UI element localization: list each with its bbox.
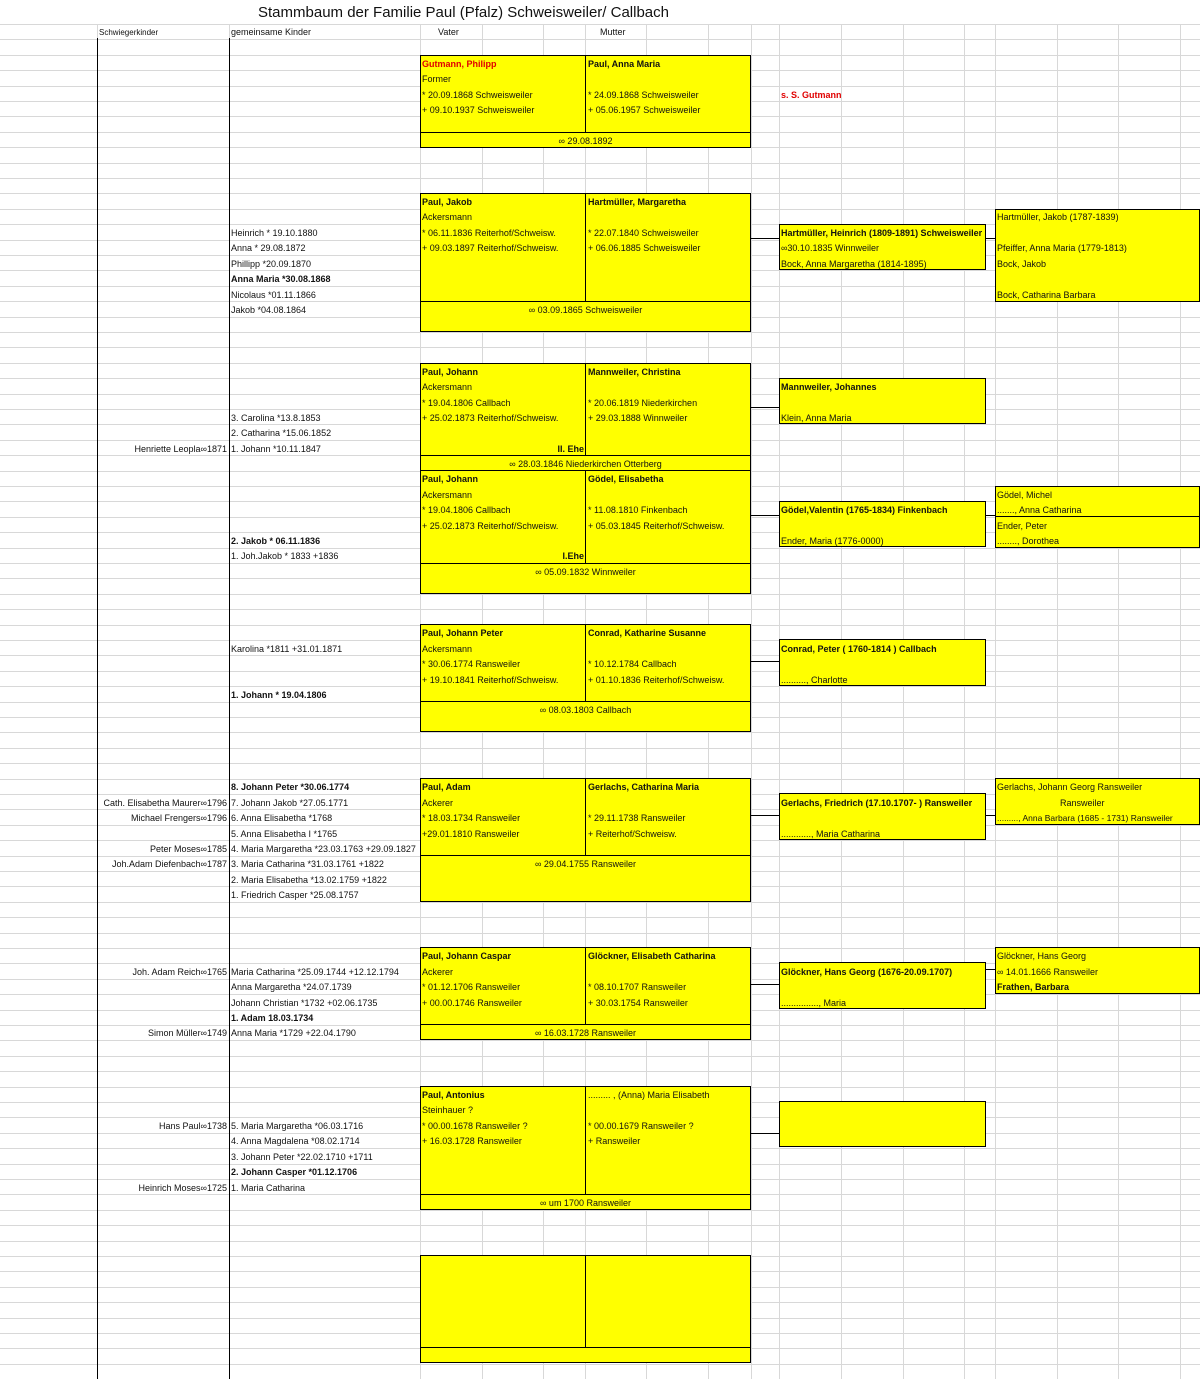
father-death: + 09.03.1897 Reiterhof/Schweisw. — [422, 243, 559, 253]
mother-birth: * 10.12.1784 Callbach — [588, 659, 677, 669]
father-occupation: Ackerer — [422, 798, 454, 808]
father-occupation: Ackersmann — [422, 382, 473, 392]
father-name: Paul, Jakob — [422, 197, 473, 207]
child-entry: 3. Johann Peter *22.02.1710 +1711 — [231, 1152, 373, 1162]
child-entry: 3. Maria Catharina *31.03.1761 +1822 — [231, 859, 384, 869]
father-death: + 16.03.1728 Ransweiler — [422, 1136, 522, 1146]
mother-birth: * 20.06.1819 Niederkirchen — [588, 398, 698, 408]
grandparent-name: Gerlachs, Johann Georg Ransweiler — [997, 782, 1143, 792]
father-name: Paul, Johann Peter — [422, 628, 504, 638]
father-death: + 09.10.1937 Schweisweiler — [422, 105, 535, 115]
marriage-date: ∞ 28.03.1846 Niederkirchen Otterberg — [509, 459, 662, 469]
mother-father-name: Gerlachs, Friedrich (17.10.1707- ) Ransweiler — [781, 798, 973, 808]
box-divider — [420, 1347, 751, 1348]
connector-line — [751, 815, 779, 816]
mother-death: + Ransweiler — [588, 1136, 641, 1146]
mother-father-name: Gödel,Valentin (1765-1834) Finkenbach — [781, 505, 948, 515]
mother-parents-box-g7 — [779, 1101, 986, 1147]
child-entry: Anna Maria *30.08.1868 — [231, 274, 331, 284]
father-birth: * 01.12.1706 Ransweiler — [422, 982, 521, 992]
father-occupation: Ackersmann — [422, 644, 473, 654]
grandparent-name: Bock, Catharina Barbara — [997, 290, 1096, 300]
child-entry: Johann Christian *1732 +02.06.1735 — [231, 998, 378, 1008]
grandparent-place: Ransweiler — [1060, 798, 1105, 808]
child-entry: 1. Joh.Jakob * 1833 +1836 — [231, 551, 339, 561]
child-entry: 1. Adam 18.03.1734 — [231, 1013, 314, 1023]
box-divider — [420, 455, 751, 456]
mother-name: Hartmüller, Margaretha — [588, 197, 687, 207]
inlaw-entry: Henriette Leopla∞1871 — [134, 444, 227, 454]
grandparent-name: Bock, Jakob — [997, 259, 1047, 269]
mother-name: ......... , (Anna) Maria Elisabeth — [588, 1090, 710, 1100]
marriage-date: ∞ 16.03.1728 Ransweiler — [535, 1028, 636, 1038]
mother-name: Mannweiler, Christina — [588, 367, 681, 377]
father-birth: * 30.06.1774 Ransweiler — [422, 659, 521, 669]
header-schwiegerkinder: Schwiegerkinder — [99, 28, 159, 37]
box-divider — [585, 1086, 586, 1194]
grandparent-name: ........., Anna Barbara (1685 - 1731) Ransweiler — [997, 813, 1173, 823]
child-entry: 1. Johann * 19.04.1806 — [231, 690, 327, 700]
mother-death: + 05.03.1845 Reiterhof/Schweisw. — [588, 521, 725, 531]
inlaw-entry: Joh.Adam Diefenbach∞1787 — [112, 859, 227, 869]
marriage-date: ∞ 03.09.1865 Schweisweiler — [528, 305, 643, 315]
marriage-date: ∞ 29.08.1892 — [558, 136, 613, 146]
child-entry: 7. Johann Jakob *27.05.1771 — [231, 798, 349, 808]
father-death: +29.01.1810 Ransweiler — [422, 829, 520, 839]
child-entry: Heinrich * 19.10.1880 — [231, 228, 318, 238]
mother-name: Paul, Anna Maria — [588, 59, 661, 69]
connector-line — [751, 238, 779, 239]
inlaw-entry: Joh. Adam Reich∞1765 — [132, 967, 227, 977]
father-death: + 19.10.1841 Reiterhof/Schweisw. — [422, 675, 559, 685]
mother-death: + 06.06.1885 Schweisweiler — [588, 243, 701, 253]
child-entry: 3. Carolina *13.8.1853 — [231, 413, 321, 423]
grandparent-name: Glöckner, Hans Georg — [997, 951, 1087, 961]
grandparent-name: Hartmüller, Jakob (1787-1839) — [997, 212, 1119, 222]
box-divider — [585, 1255, 586, 1347]
header-kinder: gemeinsame Kinder — [231, 27, 312, 37]
box-divider — [420, 701, 751, 702]
connector-line — [751, 1133, 779, 1134]
child-entry: 1. Maria Catharina — [231, 1183, 306, 1193]
mother-death: + 05.06.1957 Schweisweiler — [588, 105, 701, 115]
mother-father-name: Glöckner, Hans Georg (1676-20.09.1707) — [781, 967, 953, 977]
box-divider — [585, 947, 586, 1024]
box-divider — [585, 193, 586, 301]
child-entry: 2. Johann Casper *01.12.1706 — [231, 1167, 358, 1177]
box-divider — [585, 470, 586, 563]
child-entry: 2. Maria Elisabetha *13.02.1759 +1822 — [231, 875, 387, 885]
mother-birth: * 11.08.1810 Finkenbach — [588, 505, 688, 515]
father-occupation: Former — [422, 74, 451, 84]
mother-mother-name: Bock, Anna Margaretha (1814-1895) — [781, 259, 927, 269]
marriage-order: I.Ehe — [562, 551, 584, 561]
marriage-date: ∞ 05.09.1832 Winnweiler — [535, 567, 636, 577]
box-divider — [420, 563, 751, 564]
mother-birth: * 22.07.1840 Schweisweiler — [588, 228, 699, 238]
column-divider — [97, 38, 98, 1379]
child-entry: Nicolaus *01.11.1866 — [231, 290, 316, 300]
mother-birth: * 08.10.1707 Ransweiler — [588, 982, 687, 992]
mother-mother-name: .........., Charlotte — [781, 675, 848, 685]
grandparent-name: Pfeiffer, Anna Maria (1779-1813) — [997, 243, 1127, 253]
father-birth: * 00.00.1678 Ransweiler ? — [422, 1121, 528, 1131]
mother-death: + Reiterhof/Schweisw. — [588, 829, 677, 839]
mother-name: Conrad, Katharine Susanne — [588, 628, 707, 638]
marriage-date: ∞ um 1700 Ransweiler — [540, 1198, 631, 1208]
father-death: + 25.02.1873 Reiterhof/Schweisw. — [422, 521, 559, 531]
mother-mother-name: ..............., Maria — [781, 998, 847, 1008]
child-entry: 8. Johann Peter *30.06.1774 — [231, 782, 350, 792]
mother-mother-name: Ender, Maria (1776-0000) — [781, 536, 884, 546]
father-occupation: Steinhauer ? — [422, 1105, 474, 1115]
child-entry: 1. Johann *10.11.1847 — [231, 444, 321, 454]
father-birth: * 18.03.1734 Ransweiler — [422, 813, 521, 823]
box-divider — [585, 55, 586, 133]
father-birth: * 19.04.1806 Callbach — [422, 398, 511, 408]
father-name: Paul, Adam — [422, 782, 471, 792]
child-entry: Anna Margaretha *24.07.1739 — [231, 982, 352, 992]
child-entry: Anna Maria *1729 +22.04.1790 — [231, 1028, 356, 1038]
mother-birth: * 29.11.1738 Ransweiler — [588, 813, 686, 823]
child-entry: 4. Anna Magdalena *08.02.1714 — [231, 1136, 360, 1146]
child-entry: 5. Maria Margaretha *06.03.1716 — [231, 1121, 364, 1131]
child-entry: 2. Catharina *15.06.1852 — [231, 428, 332, 438]
inlaw-entry: Cath. Elisabetha Maurer∞1796 — [103, 798, 227, 808]
connector-line — [751, 407, 779, 408]
father-occupation: Ackerer — [422, 967, 454, 977]
child-entry: 2. Jakob * 06.11.1836 — [231, 536, 321, 546]
mother-parents-marriage: ∞30.10.1835 Winnweiler — [781, 243, 879, 253]
connector-line — [751, 515, 779, 516]
mother-name: Gerlachs, Catharina Maria — [588, 782, 700, 792]
grandparent-name: ......., Anna Catharina — [997, 505, 1082, 515]
father-name: Paul, Johann — [422, 367, 479, 377]
grandparent-name: Frathen, Barbara — [997, 982, 1070, 992]
mother-mother-name: ............, Maria Catharina — [781, 829, 881, 839]
mother-father-name: Mannweiler, Johannes — [781, 382, 877, 392]
mother-name: Gödel, Elisabetha — [588, 474, 664, 484]
mother-birth: * 24.09.1868 Schweisweiler — [588, 90, 699, 100]
grandparent-name: ........, Dorothea — [997, 536, 1060, 546]
box-divider — [420, 855, 751, 856]
child-entry: 6. Anna Elisabetha *1768 — [231, 813, 333, 823]
inlaw-entry: Peter Moses∞1785 — [150, 844, 227, 854]
header-mutter: Mutter — [600, 27, 626, 37]
father-birth: * 06.11.1836 Reiterhof/Schweisw. — [422, 228, 556, 238]
box-divider — [420, 1024, 751, 1025]
mother-mother-name: Klein, Anna Maria — [781, 413, 852, 423]
marriage-date: ∞ 29.04.1755 Ransweiler — [535, 859, 636, 869]
grandparent-name: Gödel, Michel — [997, 490, 1053, 500]
mother-death: + 29.03.1888 Winnweiler — [588, 413, 688, 423]
box-divider — [585, 363, 586, 455]
father-name: Paul, Antonius — [422, 1090, 485, 1100]
mother-father-name: Conrad, Peter ( 1760-1814 ) Callbach — [781, 644, 937, 654]
child-entry: 1. Friedrich Casper *25.08.1757 — [231, 890, 359, 900]
child-entry: Maria Catharina *25.09.1744 +12.12.1794 — [231, 967, 399, 977]
child-entry: Jakob *04.08.1864 — [231, 305, 307, 315]
connector-line — [751, 984, 779, 985]
child-entry: Anna * 29.08.1872 — [231, 243, 306, 253]
father-death: + 00.00.1746 Ransweiler — [422, 998, 522, 1008]
inlaw-entry: Heinrich Moses∞1725 — [138, 1183, 227, 1193]
child-entry: Phillipp *20.09.1870 — [231, 259, 312, 269]
father-birth: * 19.04.1806 Callbach — [422, 505, 511, 515]
mother-father-name: Hartmüller, Heinrich (1809-1891) Schweisweiler — [781, 228, 983, 238]
mother-death: + 01.10.1836 Reiterhof/Schweisw. — [588, 675, 725, 685]
connector-line — [751, 661, 779, 662]
child-entry: 4. Maria Margaretha *23.03.1763 +29.09.1827 — [231, 844, 416, 854]
page-title: Stammbaum der Familie Paul (Pfalz) Schweisweiler/ Callbach — [258, 4, 669, 21]
child-entry: 5. Anna Elisabetha I *1765 — [231, 829, 338, 839]
box-divider — [585, 778, 586, 855]
column-divider — [229, 38, 230, 1379]
box-divider — [420, 301, 751, 302]
box-divider — [585, 624, 586, 701]
header-vater: Vater — [438, 27, 459, 37]
father-death: + 25.02.1873 Reiterhof/Schweisw. — [422, 413, 559, 423]
father-occupation: Ackersmann — [422, 212, 473, 222]
mother-name: Glöckner, Elisabeth Catharina — [588, 951, 716, 961]
cross-reference-note: s. S. Gutmann — [781, 90, 842, 100]
box-divider — [420, 132, 751, 133]
father-name: Paul, Johann — [422, 474, 479, 484]
father-birth: * 20.09.1868 Schweisweiler — [422, 90, 533, 100]
marriage-order: II. Ehe — [557, 444, 584, 454]
father-name: Gutmann, Philipp — [422, 59, 497, 69]
inlaw-entry: Michael Frengers∞1796 — [131, 813, 227, 823]
inlaw-entry: Hans Paul∞1738 — [159, 1121, 227, 1131]
inlaw-entry: Simon Müller∞1749 — [148, 1028, 227, 1038]
father-name: Paul, Johann Caspar — [422, 951, 512, 961]
box-divider — [995, 516, 1200, 517]
mother-death: + 30.03.1754 Ransweiler — [588, 998, 688, 1008]
grandparent-marriage: ∞ 14.01.1666 Ransweiler — [997, 967, 1098, 977]
grandparent-name: Ender, Peter — [997, 521, 1048, 531]
father-occupation: Ackersmann — [422, 490, 473, 500]
box-divider — [420, 1194, 751, 1195]
mother-birth: * 00.00.1679 Ransweiler ? — [588, 1121, 694, 1131]
marriage-date: ∞ 08.03.1803 Callbach — [539, 705, 632, 715]
child-entry: Karolina *1811 +31.01.1871 — [231, 644, 343, 654]
